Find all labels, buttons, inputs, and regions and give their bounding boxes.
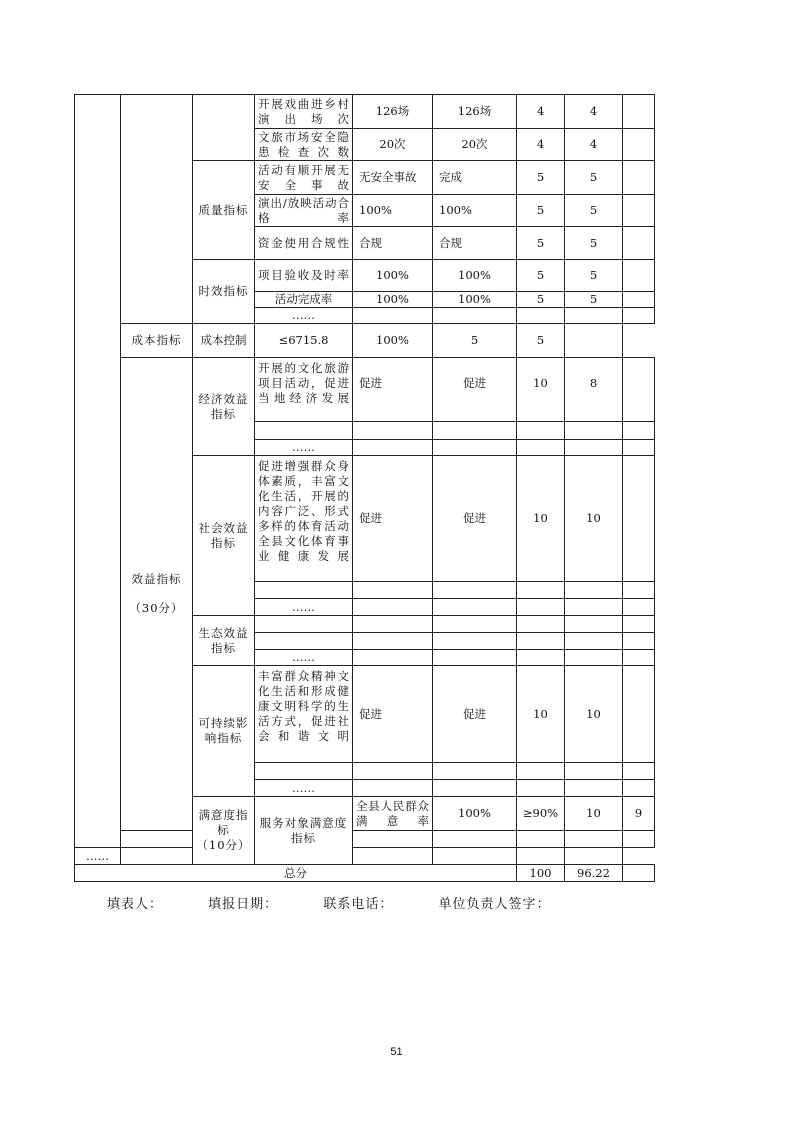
target-value: 100% bbox=[353, 292, 433, 308]
actual-value: 促进 bbox=[433, 456, 517, 582]
weight-value: 10 bbox=[517, 456, 565, 582]
indicator-name: 演出/放映活动合格率 bbox=[255, 195, 353, 227]
actual-value: 20次 bbox=[433, 129, 517, 161]
remark-cell bbox=[623, 358, 655, 422]
target-value: 促进 bbox=[353, 358, 433, 422]
category-timeliness: 时效指标 bbox=[193, 260, 255, 324]
group-benefit-name: 效益指标 bbox=[131, 572, 182, 586]
indicator-name: 丰富群众精神文化生活和形成健康文明科学的生活方式，促进社会和谐文明 bbox=[255, 666, 353, 763]
score-value: 9 bbox=[623, 797, 655, 831]
indicator-name: 活动有顺开展无安全事故 bbox=[255, 161, 353, 195]
actual-value: ≥90% bbox=[517, 797, 565, 831]
weight-value: 5 bbox=[517, 260, 565, 292]
total-label: 总分 bbox=[75, 865, 517, 882]
indicator-name: 资金使用合规性 bbox=[255, 227, 353, 260]
target-value: 126场 bbox=[353, 95, 433, 129]
level2-cell-output bbox=[121, 95, 193, 324]
remark-cell bbox=[623, 260, 655, 292]
score-value: 10 bbox=[565, 456, 623, 582]
weight-value: 5 bbox=[517, 292, 565, 308]
score-value: 5 bbox=[565, 260, 623, 292]
indicator-name: 促进增强群众身体素质，丰富文化生活，开展的内容广泛、形式多样的体育活动全县文化体育事业健康发展 bbox=[255, 456, 353, 582]
actual-value: 100% bbox=[433, 260, 517, 292]
score-value: 4 bbox=[565, 95, 623, 129]
group-satisfaction-name: 满意度指标 bbox=[198, 808, 249, 837]
actual-value: 促进 bbox=[433, 666, 517, 763]
weight-value: 4 bbox=[517, 95, 565, 129]
weight-value: 10 bbox=[517, 666, 565, 763]
remark-cell bbox=[623, 865, 655, 882]
table-row bbox=[75, 358, 655, 422]
ellipsis-cell: …… bbox=[255, 440, 353, 456]
ellipsis-cell: …… bbox=[255, 650, 353, 666]
score-value: 5 bbox=[565, 161, 623, 195]
actual-value: 126场 bbox=[433, 95, 517, 129]
target-value: 促进 bbox=[353, 456, 433, 582]
score-value: 5 bbox=[565, 227, 623, 260]
performance-table bbox=[74, 94, 655, 882]
target-value: 20次 bbox=[353, 129, 433, 161]
table-row bbox=[75, 848, 655, 865]
group-satisfaction bbox=[193, 797, 255, 865]
actual-value: 合规 bbox=[433, 227, 517, 260]
actual-value: 100% bbox=[433, 292, 517, 308]
remark-cell bbox=[565, 324, 623, 358]
indicator-name: 开展戏曲进乡村演出场次 bbox=[255, 95, 353, 129]
indicator-name: 成本控制 bbox=[193, 324, 255, 358]
table-row bbox=[75, 324, 655, 358]
remark-cell bbox=[623, 666, 655, 763]
indicator-name: 文旅市场安全隐患检查次数 bbox=[255, 129, 353, 161]
remark-cell bbox=[623, 129, 655, 161]
group-benefit-points: （30分） bbox=[129, 601, 184, 615]
level1-cell bbox=[75, 95, 121, 848]
remark-cell bbox=[623, 161, 655, 195]
actual-value: 100% bbox=[353, 324, 433, 358]
weight-value: 5 bbox=[433, 324, 517, 358]
total-row bbox=[75, 865, 655, 882]
category-cost: 成本指标 bbox=[121, 324, 193, 358]
category-sustainable: 可持续影响指标 bbox=[193, 666, 255, 797]
group-satisfaction-points: （10分） bbox=[196, 838, 251, 852]
ellipsis-cell: …… bbox=[255, 308, 353, 324]
total-score: 96.22 bbox=[565, 865, 623, 882]
category-social: 社会效益指标 bbox=[193, 456, 255, 616]
ellipsis-cell: …… bbox=[255, 599, 353, 616]
actual-value: 促进 bbox=[433, 358, 517, 422]
weight-value: 4 bbox=[517, 129, 565, 161]
remark-cell bbox=[623, 95, 655, 129]
date-label: 填报日期： bbox=[208, 897, 279, 912]
score-value: 8 bbox=[565, 358, 623, 422]
filler-label: 填表人： bbox=[107, 897, 164, 912]
score-value: 10 bbox=[565, 666, 623, 763]
phone-label: 联系电话： bbox=[323, 897, 394, 912]
target-value: 100% bbox=[353, 195, 433, 227]
table-row bbox=[75, 831, 655, 848]
indicator-name: 活动完成率 bbox=[255, 292, 353, 308]
category-economic: 经济效益指标 bbox=[193, 358, 255, 456]
total-weight: 100 bbox=[517, 865, 565, 882]
weight-value: 5 bbox=[517, 195, 565, 227]
indicator-name: 项目验收及时率 bbox=[255, 260, 353, 292]
target-value: 促进 bbox=[353, 666, 433, 763]
ellipsis-cell: …… bbox=[75, 848, 121, 865]
ellipsis-cell: …… bbox=[255, 780, 353, 797]
target-value: ≤6715.8 bbox=[255, 324, 353, 358]
category-quality: 质量指标 bbox=[193, 161, 255, 260]
table-row bbox=[75, 95, 655, 129]
target-value: 无安全事故 bbox=[353, 161, 433, 195]
remark-cell bbox=[623, 456, 655, 582]
actual-value: 完成 bbox=[433, 161, 517, 195]
target-value: 100% bbox=[353, 260, 433, 292]
score-value: 5 bbox=[517, 324, 565, 358]
score-value: 4 bbox=[565, 129, 623, 161]
target-value: 合规 bbox=[353, 227, 433, 260]
remark-cell bbox=[623, 195, 655, 227]
score-value: 5 bbox=[565, 195, 623, 227]
score-value: 5 bbox=[565, 292, 623, 308]
group-benefit bbox=[121, 358, 193, 831]
weight-value: 5 bbox=[517, 161, 565, 195]
weight-value: 10 bbox=[517, 358, 565, 422]
signature-label: 单位负责人签字： bbox=[438, 897, 551, 912]
weight-value: 5 bbox=[517, 227, 565, 260]
indicator-name: 全县人民群众满意率 bbox=[353, 797, 433, 831]
remark-cell bbox=[623, 292, 655, 308]
target-value: 100% bbox=[433, 797, 517, 831]
level3-cell-quantity bbox=[193, 95, 255, 161]
signature-footer bbox=[107, 893, 590, 912]
page-number: 51 bbox=[390, 1046, 403, 1058]
actual-value: 100% bbox=[433, 195, 517, 227]
category-service: 服务对象满意度指标 bbox=[255, 797, 353, 865]
category-ecological: 生态效益指标 bbox=[193, 616, 255, 666]
weight-value: 10 bbox=[565, 797, 623, 831]
indicator-name: 开展的文化旅游项目活动，促进当地经济发展 bbox=[255, 358, 353, 422]
remark-cell bbox=[623, 227, 655, 260]
